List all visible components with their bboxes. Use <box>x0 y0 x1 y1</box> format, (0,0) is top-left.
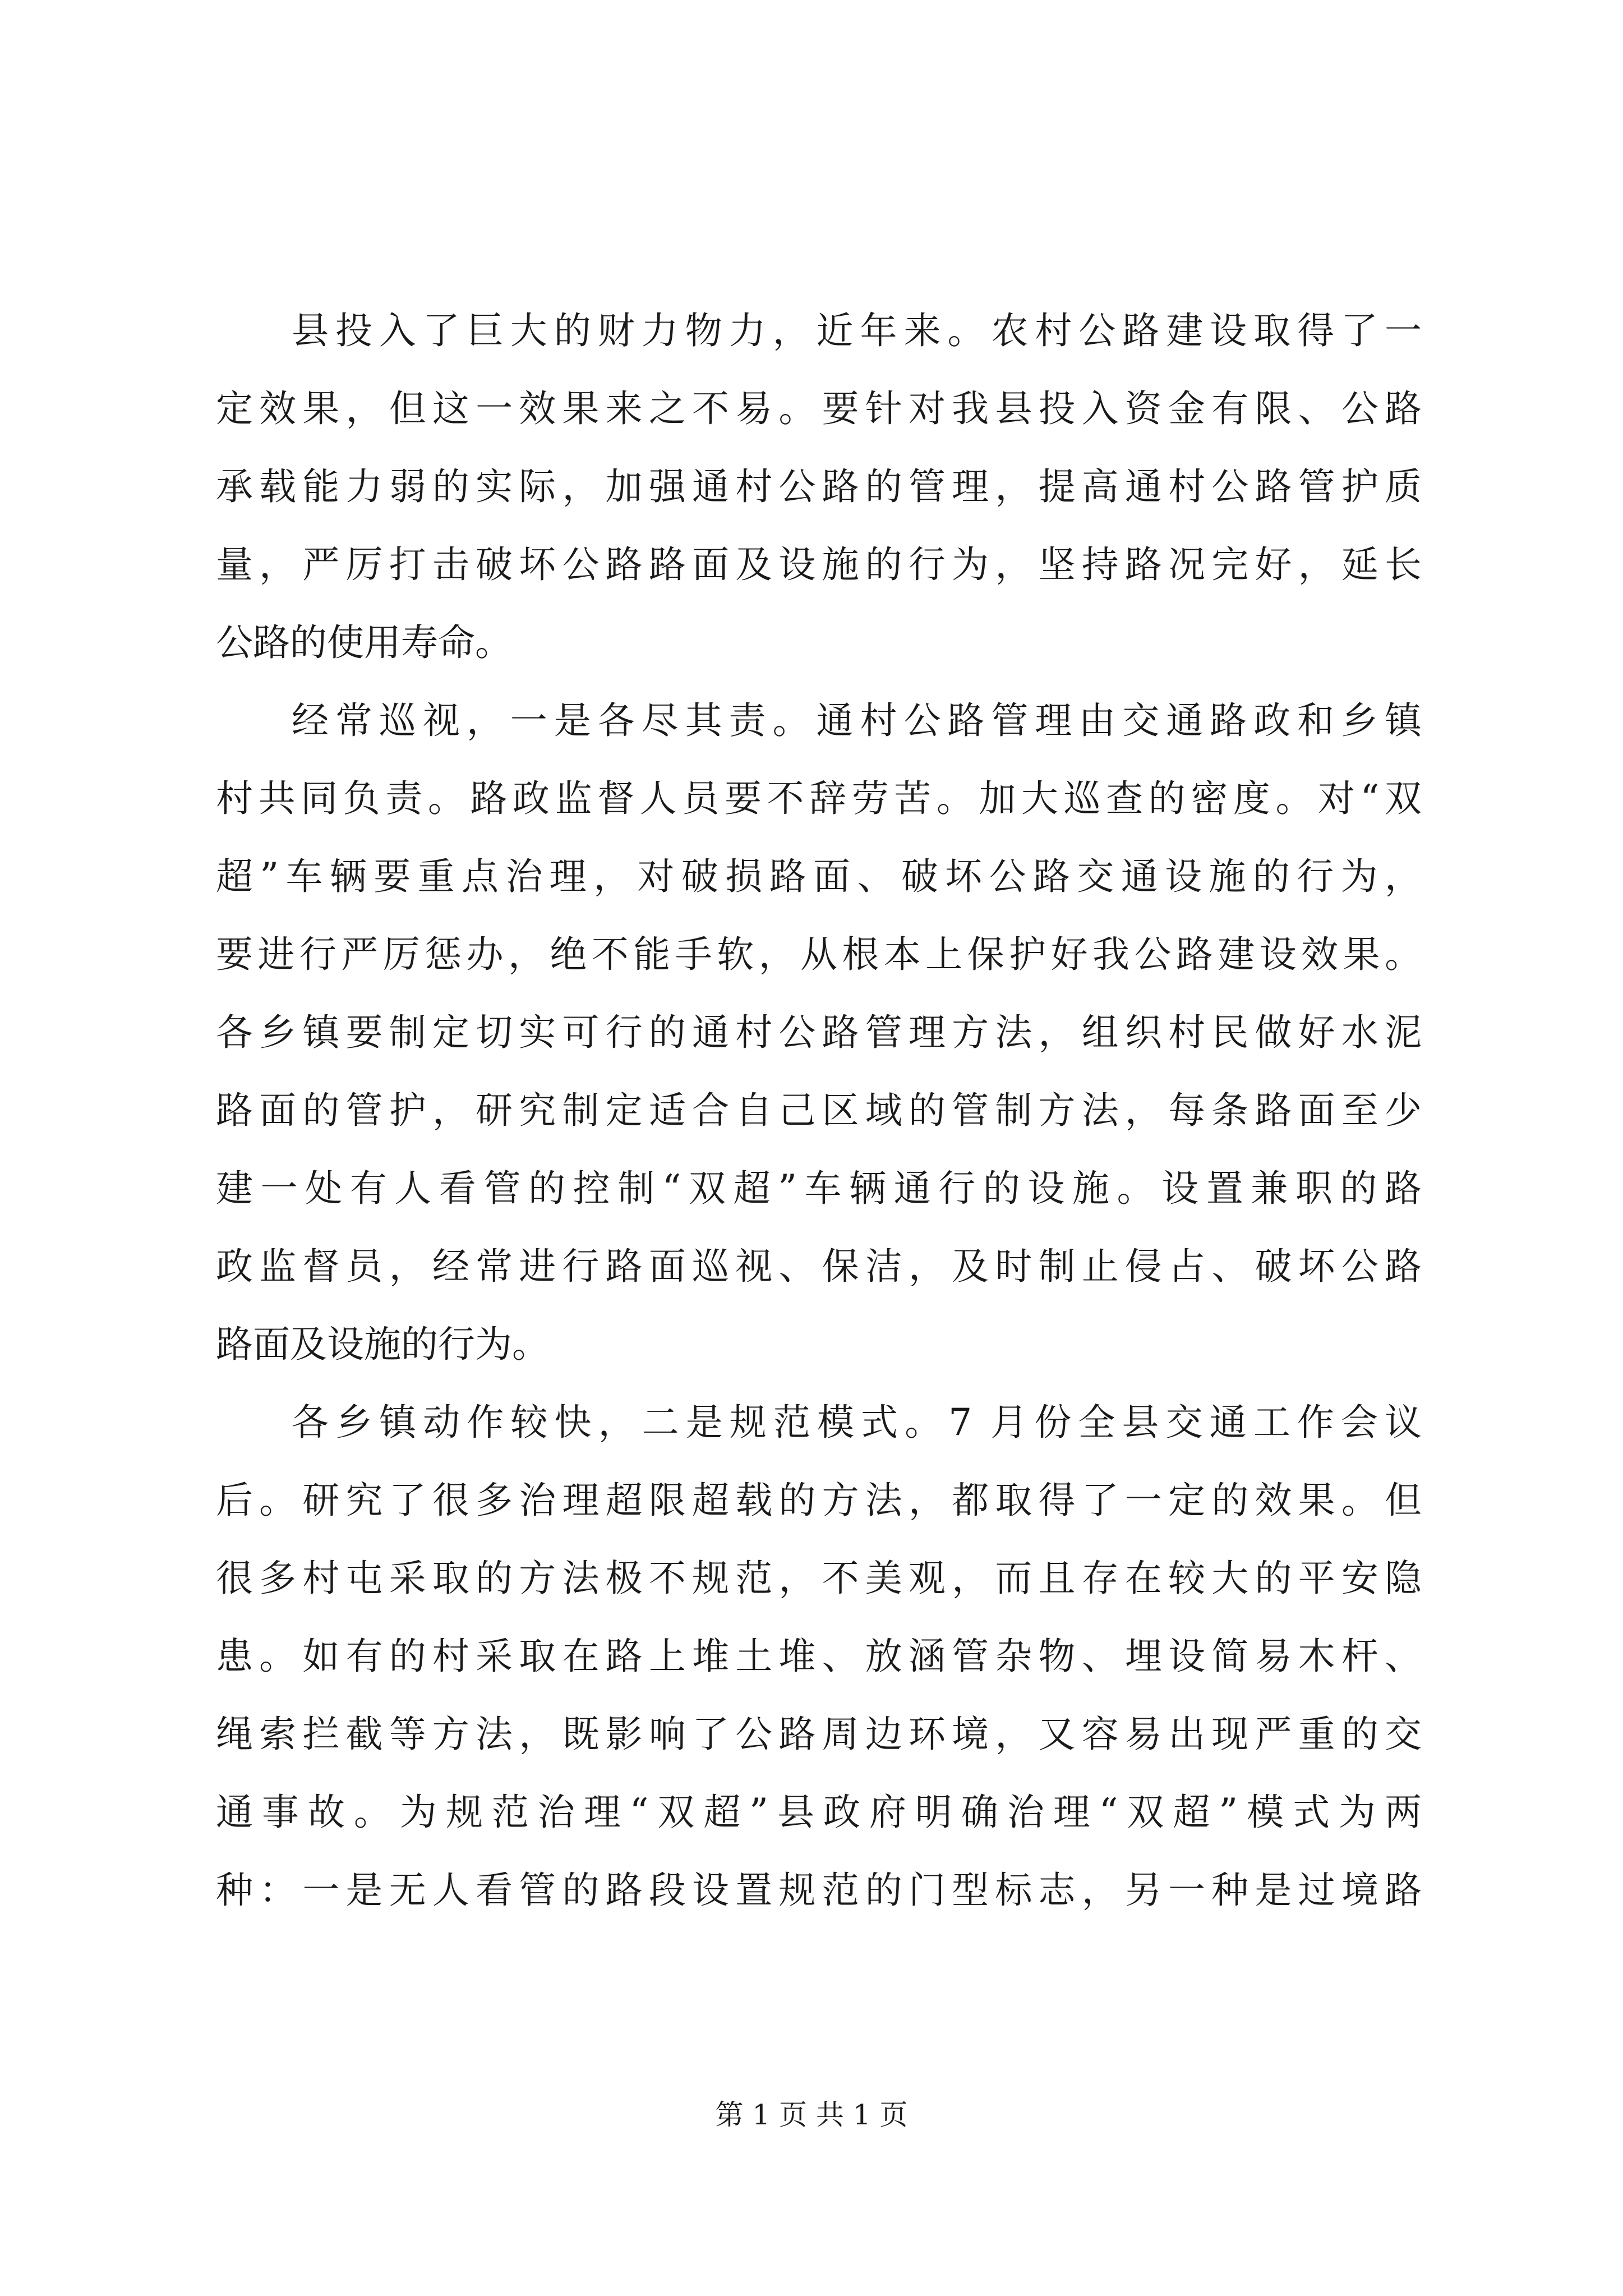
document-body <box>216 292 1422 1929</box>
text-line: 定效果，但这一效果来之不易。要针对我县投入资金有限、公路 <box>216 387 1422 430</box>
text-line: 路面及设施的行为。 <box>216 1323 549 1366</box>
page-number-label: 第 1 页 共 1 页 <box>715 2099 908 2131</box>
paragraph-3 <box>216 1383 1422 1929</box>
text-line: 种：一是无人看管的路段设置规范的门型标志，另一种是过境路 <box>216 1869 1422 1912</box>
text-line: 要进行严厉惩办，绝不能手软，从根本上保护好我公路建设效果。 <box>216 933 1422 976</box>
text-line: 通事故。为规范治理“双超”县政府明确治理“双超”模式为两 <box>216 1791 1422 1834</box>
text-line: 后。研究了很多治理超限超载的方法，都取得了一定的效果。但 <box>216 1479 1422 1522</box>
text-line: 村共同负责。路政监督人员要不辞劳苦。加大巡查的密度。对“双 <box>216 777 1422 820</box>
text-line: 政监督员，经常进行路面巡视、保洁，及时制止侵占、破坏公路 <box>216 1245 1422 1288</box>
page-footer <box>0 2098 1623 2132</box>
text-line: 绳索拦截等方法，既影响了公路周边环境，又容易出现严重的交 <box>216 1713 1422 1756</box>
text-line: 公路的使用寿命。 <box>216 621 512 664</box>
paragraph-1 <box>216 292 1422 682</box>
text-line: 路面的管护，研究制定适合自己区域的管制方法，每条路面至少 <box>216 1089 1422 1132</box>
text-line: 量，严厉打击破坏公路路面及设施的行为，坚持路况完好，延长 <box>216 543 1422 586</box>
text-line: 建一处有人看管的控制“双超”车辆通行的设施。设置兼职的路 <box>216 1167 1422 1210</box>
text-line: 承载能力弱的实际，加强通村公路的管理，提高通村公路管护质 <box>216 465 1422 508</box>
text-line: 各乡镇要制定切实可行的通村公路管理方法，组织村民做好水泥 <box>216 1011 1422 1054</box>
paragraph-2 <box>216 682 1422 1383</box>
text-line: 经常巡视，一是各尽其责。通村公路管理由交通路政和乡镇 <box>292 699 1422 742</box>
text-line: 很多村屯采取的方法极不规范，不美观，而且存在较大的平安隐 <box>216 1557 1422 1600</box>
text-line: 超”车辆要重点治理，对破损路面、破坏公路交通设施的行为， <box>216 855 1422 898</box>
text-line: 各乡镇动作较快，二是规范模式。7 月份全县交通工作会议 <box>292 1401 1422 1444</box>
text-line: 县投入了巨大的财力物力，近年来。农村公路建设取得了一 <box>292 309 1422 352</box>
text-line: 患。如有的村采取在路上堆土堆、放涵管杂物、埋设简易木杆、 <box>216 1635 1422 1678</box>
